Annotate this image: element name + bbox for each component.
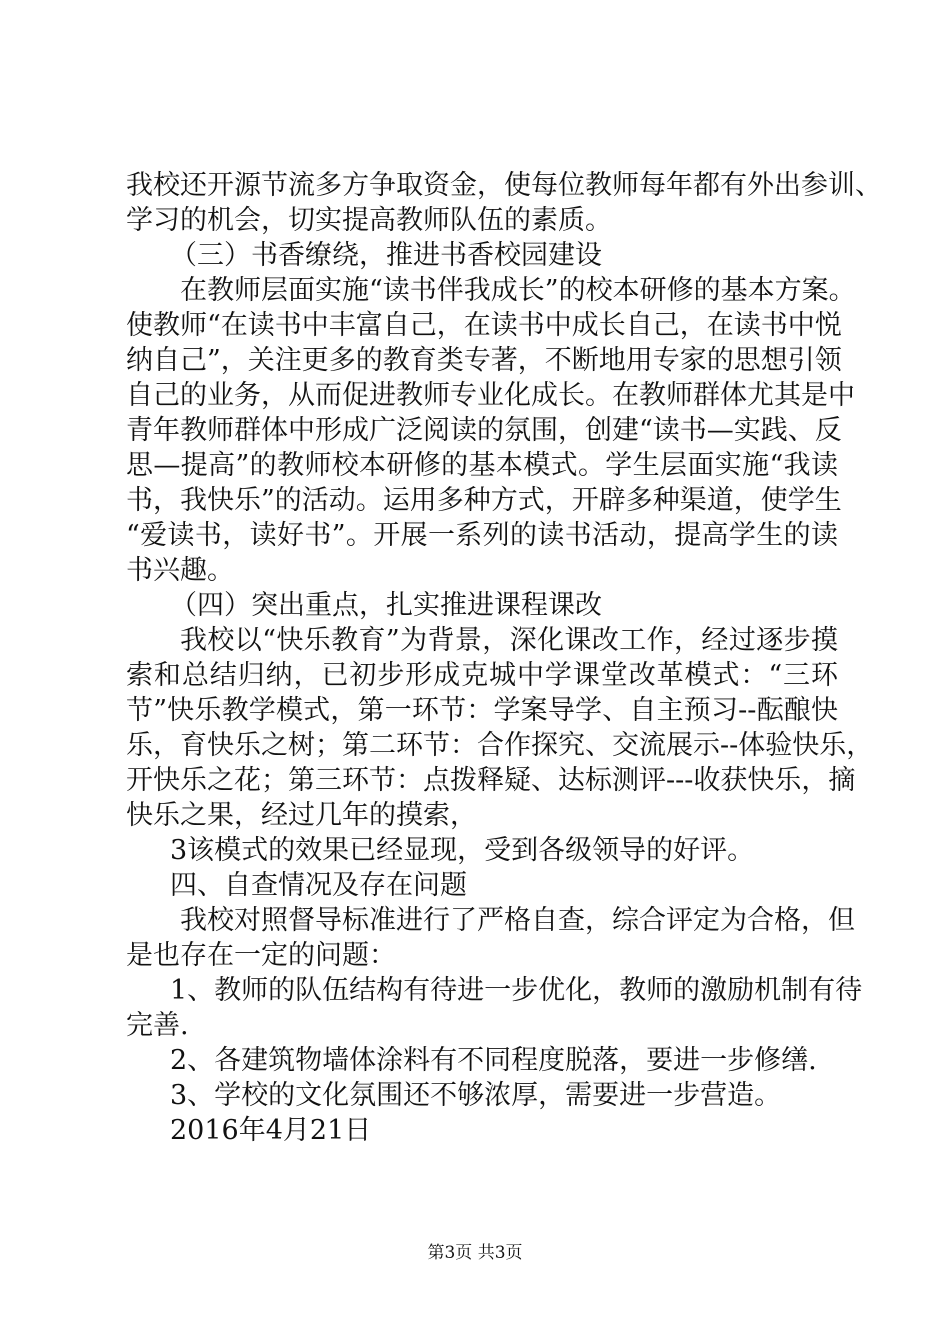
- text-line-19: 快乐之果，经过几年的摸索，: [126, 800, 477, 831]
- document-body: [126, 168, 882, 1148]
- issue-item-2: 2、各建筑物墙体涂料有不同程度脱落，要进一步修缮.: [170, 1045, 817, 1076]
- text-line-22: 我校对照督导标准进行了严格自查，综合评定为合格，但: [180, 905, 855, 936]
- page-number-footer: 第3页 共3页: [427, 1243, 523, 1263]
- text-line-11: “爱读书，读好书”。开展一系列的读书活动，提高学生的读: [126, 520, 838, 551]
- section-heading-four: 四、自查情况及存在问题: [170, 870, 467, 901]
- text-line-8: 青年教师群体中形成广泛阅读的氛围，创建“读书—实践、反: [126, 415, 842, 446]
- text-line-15: 索和总结归纳，已初步形成克城中学课堂改革模式：“三环: [126, 660, 838, 691]
- issue-item-1-cont: 完善.: [126, 1010, 189, 1041]
- text-line-14: 我校以“快乐教育”为背景，深化课改工作，经过逐步摸: [180, 625, 838, 656]
- section-heading-4: （四）突出重点，扎实推进课程课改: [170, 590, 602, 621]
- text-line-12: 书兴趣。: [126, 555, 234, 586]
- text-line-17: 乐，育快乐之树；第二环节：合作探究、交流展示--体验快乐，: [126, 730, 874, 761]
- issue-item-3: 3、学校的文化氛围还不够浓厚，需要进一步营造。: [170, 1080, 782, 1111]
- issue-item-1: 1、教师的队伍结构有待进一步优化，教师的激励机制有待: [170, 975, 863, 1006]
- text-line-18: 开快乐之花；第三环节：点拨释疑、达标测评---收获快乐，摘: [126, 765, 856, 796]
- text-line-4: 在教师层面实施“读书伴我成长”的校本研修的基本方案。: [180, 275, 856, 306]
- text-line-16: 节”快乐教学模式，第一环节：学案导学、自主预习--酝酿快: [126, 695, 838, 726]
- text-line-5: 使教师“在读书中丰富自己，在读书中成长自己，在读书中悦: [126, 310, 842, 341]
- document-date: 2016年4月21日: [170, 1115, 372, 1146]
- text-line-7: 自己的业务，从而促进教师专业化成长。在教师群体尤其是中: [126, 380, 855, 411]
- text-line-23: 是也存在一定的问题：: [126, 940, 396, 971]
- text-line-2: 学习的机会，切实提高教师队伍的素质。: [126, 205, 612, 236]
- text-line-6: 纳自己”，关注更多的教育类专著，不断地用专家的思想引领: [126, 345, 842, 376]
- text-line-1: 我校还开源节流多方争取资金，使每位教师每年都有外出参训、: [126, 170, 882, 201]
- text-line-10: 书，我快乐”的活动。运用多种方式，开辟多种渠道，使学生: [126, 485, 842, 516]
- text-line-20: 3该模式的效果已经显现，受到各级领导的好评。: [170, 835, 755, 866]
- section-heading-3: （三）书香缭绕，推进书香校园建设: [170, 240, 602, 271]
- text-line-9: 思—提高”的教师校本研修的基本模式。学生层面实施“我读: [126, 450, 838, 481]
